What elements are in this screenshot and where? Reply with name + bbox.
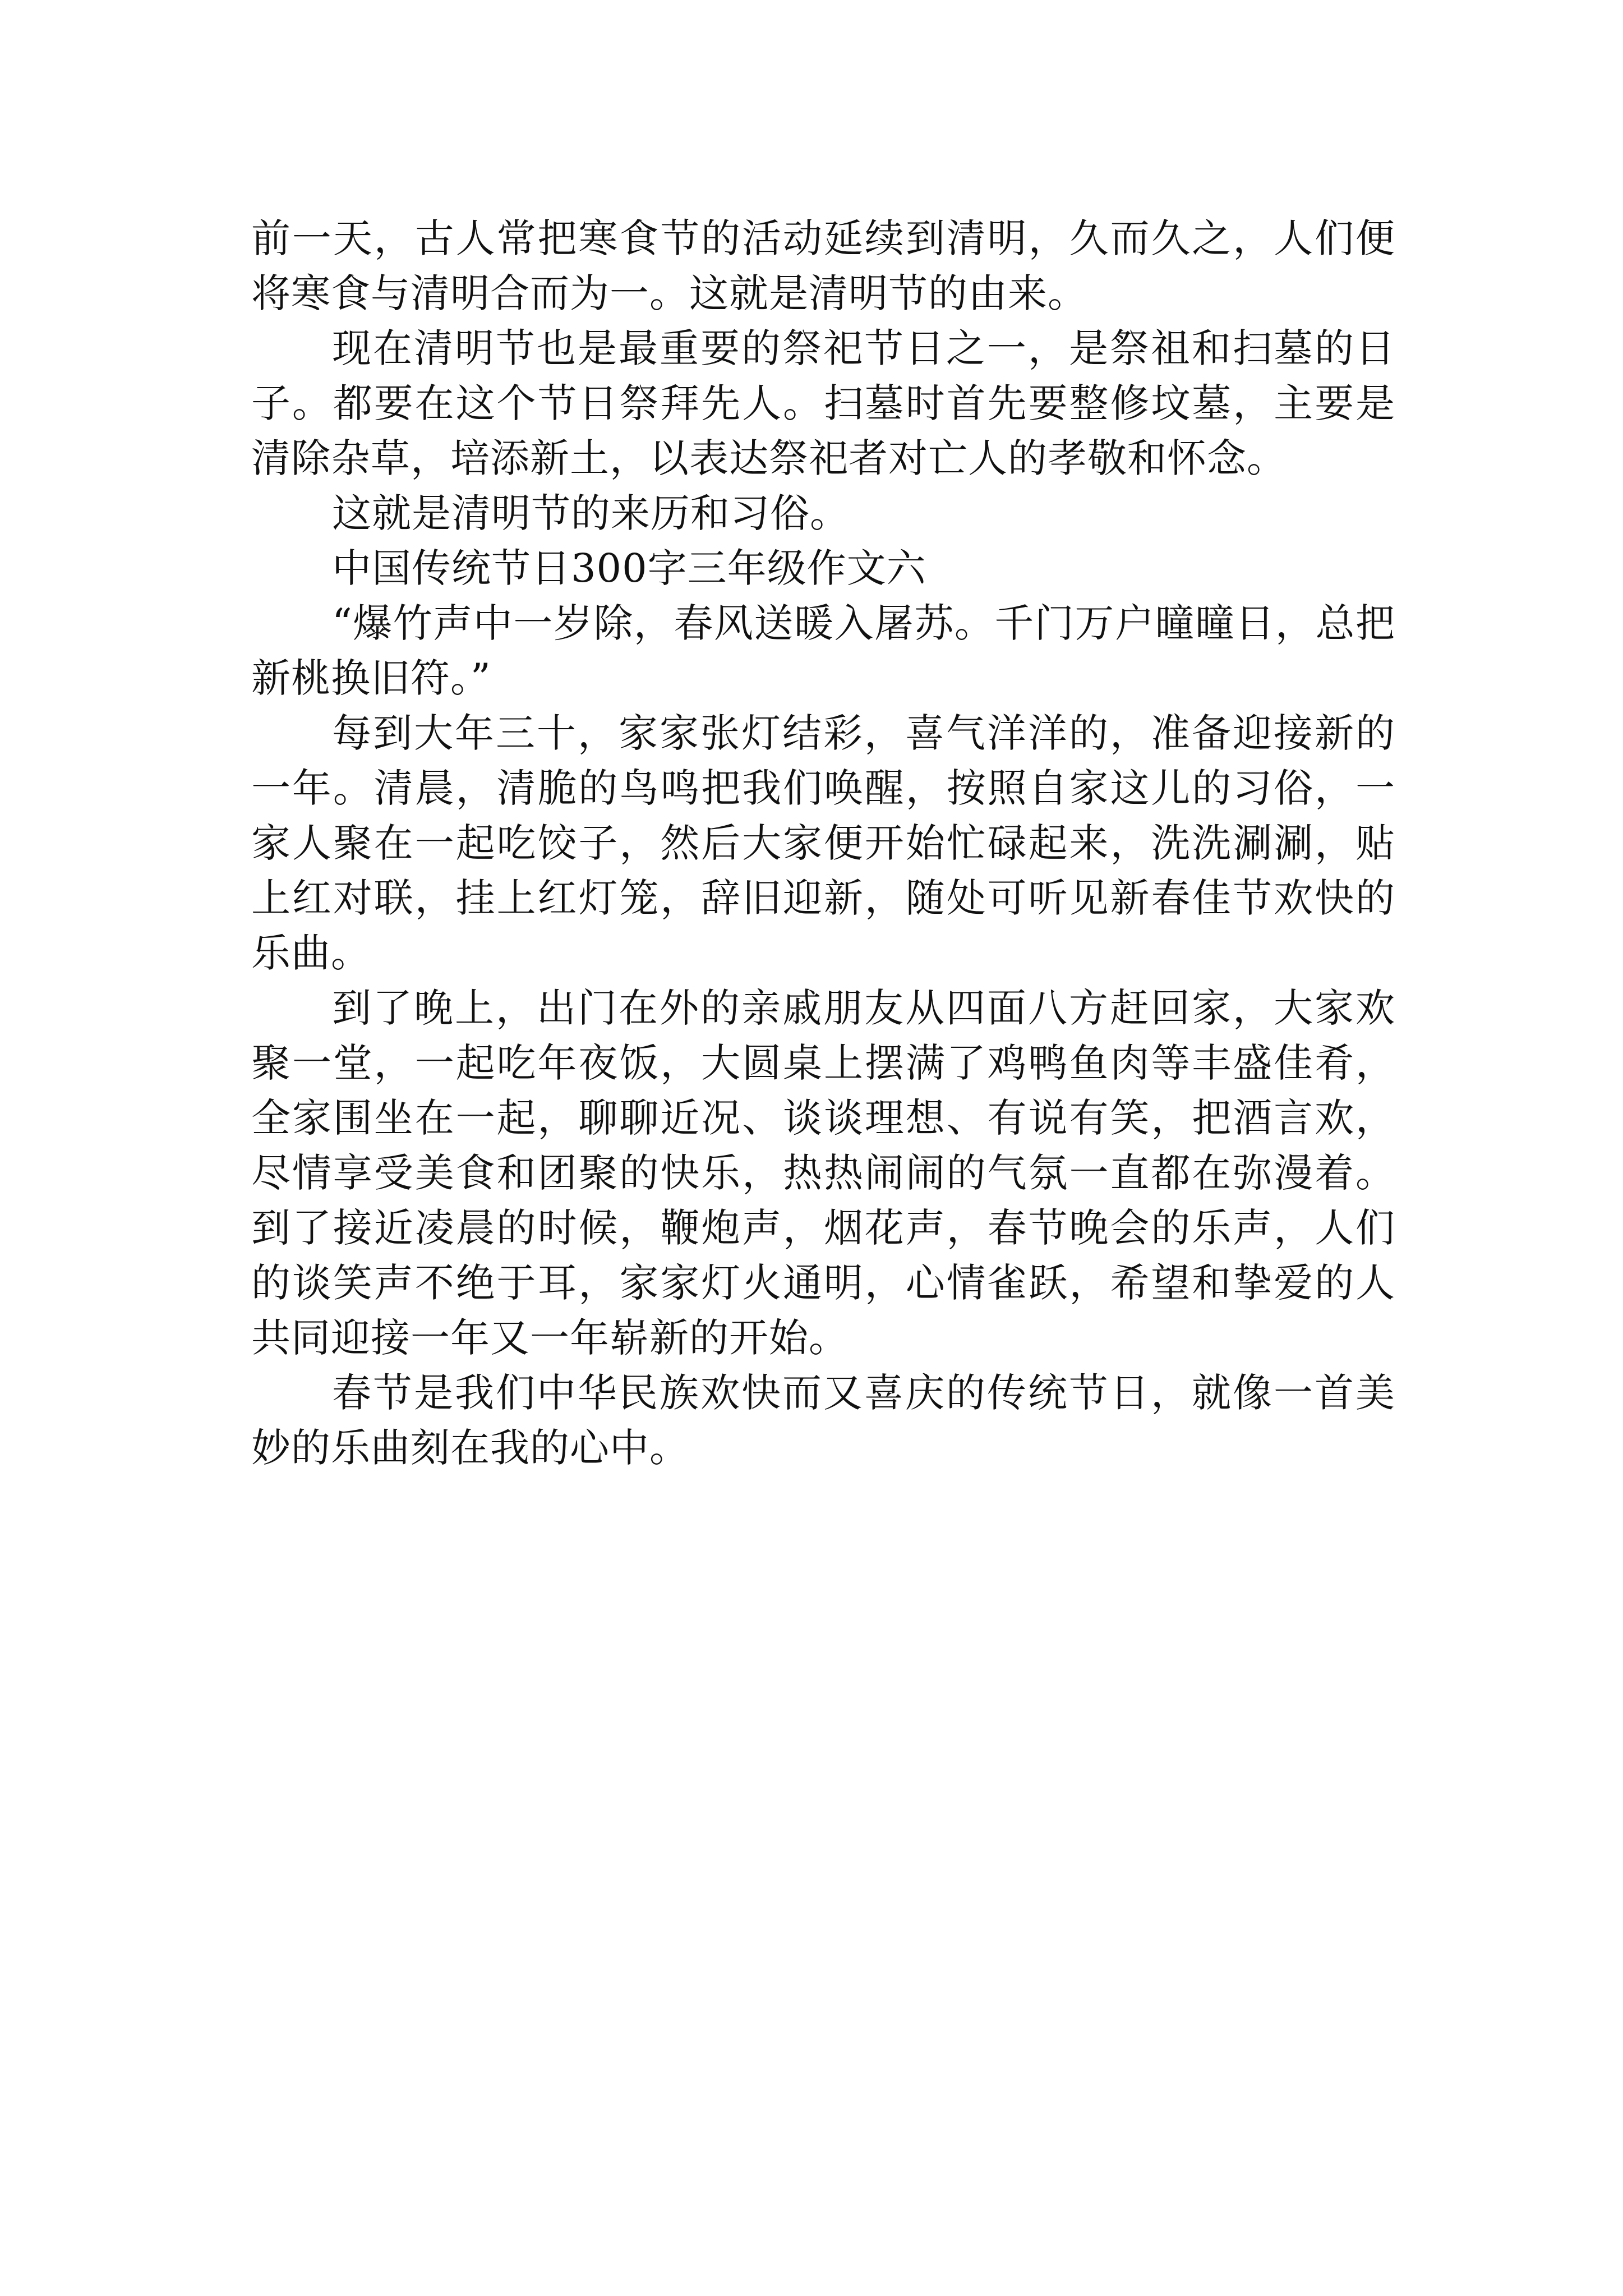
document-body [251,211,1395,1475]
section-heading: 中国传统节日300字三年级作文六 [332,545,926,591]
poem-quote: “爆竹声中一岁除，春风送暖入屠苏。千门万户曈曈日，总把新桃换旧符。” [251,600,1395,701]
paragraph-new-year-eve: 每到大年三十，家家张灯结彩，喜气洋洋的，准备迎接新的一年。清晨，清脆的鸟鸣把我们唤醒，按照自家这儿的习俗，一家人聚在一起吃饺子，然后大家便开始忙碌起来，洗洗涮涮，贴上红对联，挂上红灯笼，辞旧迎新，随处可听见新春佳节欢快的乐曲。 [251,710,1395,976]
paragraph-qingming-customs: 现在清明节也是最重要的祭祀节日之一，是祭祖和扫墓的日子。都要在这个节日祭拜先人。扫墓时首先要整修坟墓，主要是清除杂草，培添新土，以表达祭祀者对亡人的孝敬和怀念。 [251,325,1395,481]
paragraph-qingming-summary: 这就是清明节的来历和习俗。 [332,490,850,536]
paragraph-family-reunion: 到了晚上，出门在外的亲戚朋友从四面八方赶回家，大家欢聚一堂，一起吃年夜饭，大圆桌上摆满了鸡鸭鱼肉等丰盛佳肴，全家围坐在一起，聊聊近况、谈谈理想、有说有笑，把酒言欢，尽情享受美食和团聚的快乐，热热闹闹的气氛一直都在弥漫着。到了接近凌晨的时候，鞭炮声，烟花声，春节晚会的乐声，人们的谈笑声不绝于耳，家家灯火通明，心情雀跃，希望和挚爱的人共同迎接一年又一年崭新的开始。 [251,985,1395,1361]
paragraph-conclusion: 春节是我们中华民族欢快而又喜庆的传统节日，就像一首美妙的乐曲刻在我的心中。 [251,1370,1395,1471]
paragraph-continuation: 前一天，古人常把寒食节的活动延续到清明，久而久之，人们便将寒食与清明合而为一。这就是清明节的由来。 [251,215,1395,316]
